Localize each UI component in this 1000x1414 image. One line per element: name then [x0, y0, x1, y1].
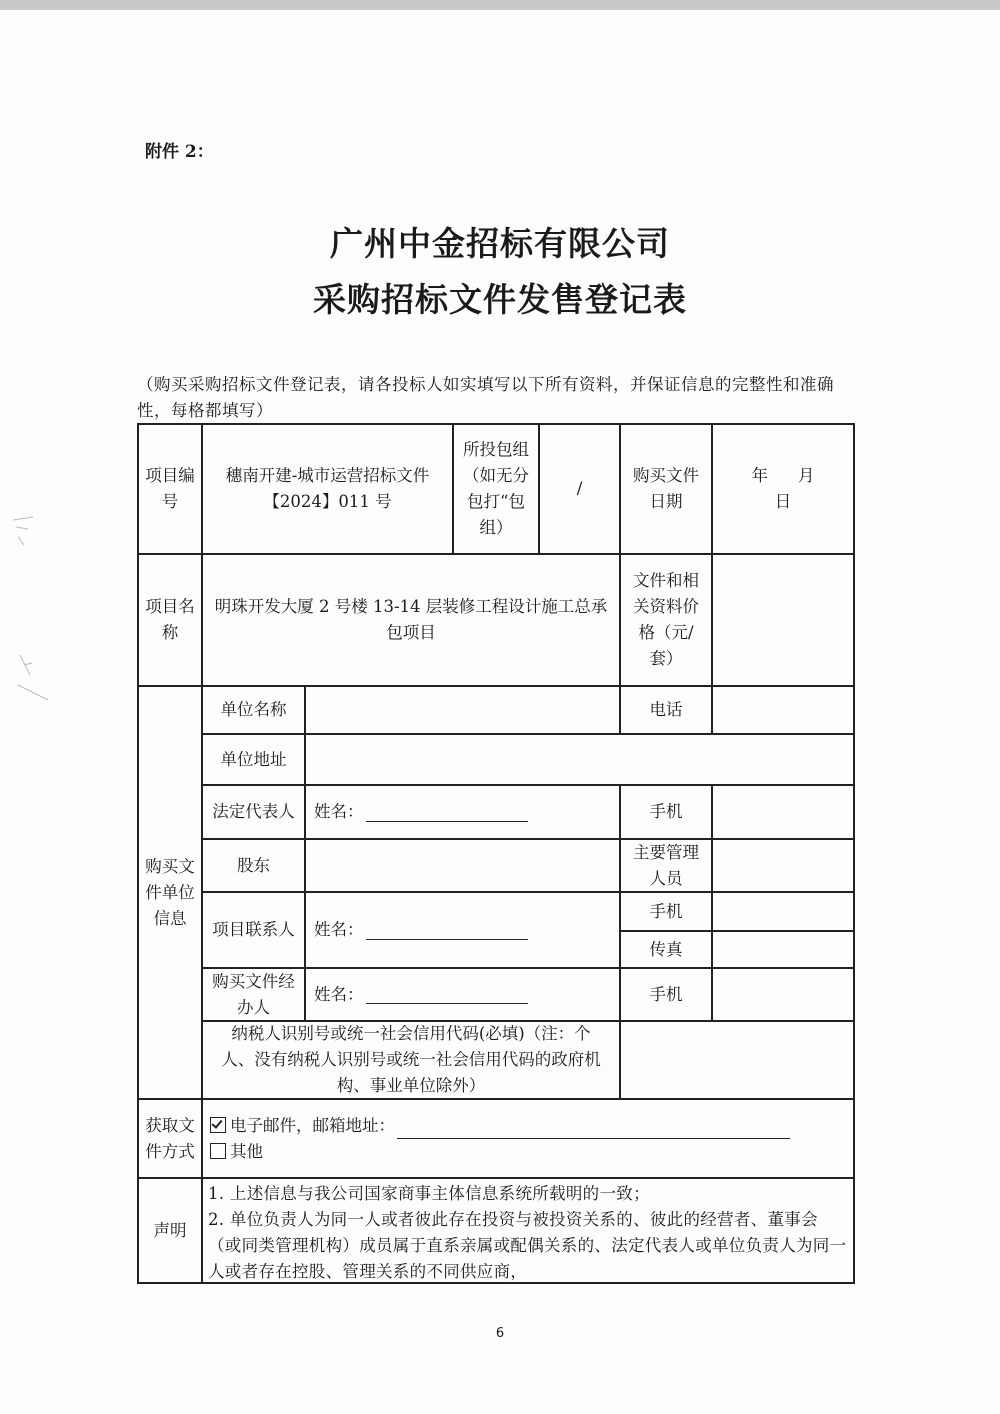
page-number: 6 — [495, 1326, 505, 1341]
fax-label: 传真 — [649, 939, 683, 959]
form-title: 采购招标文件发售登记表 — [313, 280, 687, 319]
scan-artifact-marks — [8, 515, 58, 715]
key-staff-field[interactable] — [713, 840, 853, 891]
date-year: 年 — [751, 466, 768, 485]
legal-rep-name-underline[interactable] — [366, 803, 528, 822]
handler-mobile-label: 手机 — [649, 984, 683, 1004]
unit-address-field[interactable] — [306, 735, 853, 784]
buyer-section-label: 购买文件单位信息 — [145, 856, 195, 928]
project-name-value: 明珠开发大厦 2 号楼 13-14 层装修工程设计施工总承包项目 — [214, 597, 608, 642]
obtain-email-option[interactable] — [210, 1113, 790, 1139]
date-month: 月 — [798, 466, 815, 485]
project-name-label: 项目名称 — [145, 597, 195, 642]
legal-rep-mobile-label: 手机 — [649, 802, 683, 821]
handler-label: 购买文件经办人 — [212, 971, 295, 1017]
legal-rep-mobile-field[interactable] — [713, 786, 853, 838]
lot-value[interactable]: / — [576, 479, 583, 498]
project-no-value: 穗南开建-城市运营招标文件【2024】011 号 — [225, 466, 430, 511]
company-title: 广州中金招标有限公司 — [330, 224, 670, 263]
contact-mobile-field[interactable] — [713, 893, 853, 930]
contact-label: 项目联系人 — [212, 920, 295, 939]
handler-mobile-field[interactable] — [713, 969, 853, 1020]
legal-rep-name-field[interactable] — [306, 786, 619, 838]
key-staff-label: 主要管理人员 — [633, 842, 699, 888]
email-address-underline[interactable] — [397, 1120, 790, 1139]
phone-field[interactable] — [713, 687, 853, 733]
email-option-label: 电子邮件，邮箱地址： — [230, 1116, 395, 1135]
legal-rep-label: 法定代表人 — [212, 802, 295, 821]
declaration-text — [208, 1181, 848, 1285]
declaration-item-2: 2. 单位负责人为同一人或者彼此存在投资与被投资关系的、彼此的经营者、董事会（或同类管理机构）成员属于直系亲属或配偶关系的、法定代表人或单位负责人为同一人或者存在控股、管理关系的不同供应商， — [208, 1210, 847, 1281]
contact-name-underline[interactable] — [366, 921, 528, 940]
email-checkbox-icon[interactable] — [210, 1117, 226, 1133]
phone-label: 电话 — [649, 700, 683, 719]
purchase-date-label: 购买文件日期 — [633, 466, 699, 511]
tax-id-label: 纳税人识别号或统一社会信用代码(必填)（注：个人、没有纳税人识别号或统一社会信用代码的政府机构、事业单位除外） — [221, 1024, 601, 1095]
handler-name-prefix: 姓名： — [314, 984, 364, 1004]
lot-label: 所投包组（如无分包打“包组） — [463, 440, 529, 537]
declaration-item-1: 1. 上述信息与我公司国家商事主体信息系统所载明的一致； — [208, 1184, 650, 1203]
scan-top-edge — [0, 0, 1000, 10]
date-day: 日 — [774, 492, 792, 511]
unit-name-label: 单位名称 — [220, 700, 287, 719]
tax-id-field[interactable] — [621, 1022, 853, 1098]
project-no-label: 项目编号 — [145, 466, 195, 511]
price-label: 文件和相关资料价格（元/套） — [633, 571, 699, 668]
contact-mobile-label: 手机 — [649, 901, 683, 921]
unit-address-label: 单位地址 — [220, 749, 287, 769]
contact-name-field[interactable] — [306, 893, 619, 967]
purchase-date-field[interactable] — [713, 425, 853, 553]
obtain-section-label: 获取文件方式 — [145, 1115, 195, 1161]
price-field[interactable] — [713, 555, 853, 685]
intro-note: （购买采购招标文件登记表，请各投标人如实填写以下所有资料，并保证信息的完整性和准确性，每格都填写） — [137, 375, 834, 420]
shareholder-field[interactable] — [306, 840, 619, 891]
obtain-other-option[interactable] — [210, 1139, 263, 1165]
attachment-label: 附件 2： — [145, 142, 214, 162]
other-option-label: 其他 — [230, 1142, 263, 1161]
other-checkbox-icon[interactable] — [210, 1143, 226, 1159]
declaration-section-label: 声明 — [153, 1220, 187, 1240]
contact-name-prefix: 姓名： — [314, 920, 364, 939]
legal-rep-name-prefix: 姓名： — [314, 802, 364, 821]
shareholder-label: 股东 — [237, 855, 270, 875]
fax-field[interactable] — [713, 932, 853, 967]
handler-name-field[interactable] — [306, 969, 619, 1020]
unit-name-field[interactable] — [306, 687, 619, 733]
handler-name-underline[interactable] — [366, 985, 528, 1004]
